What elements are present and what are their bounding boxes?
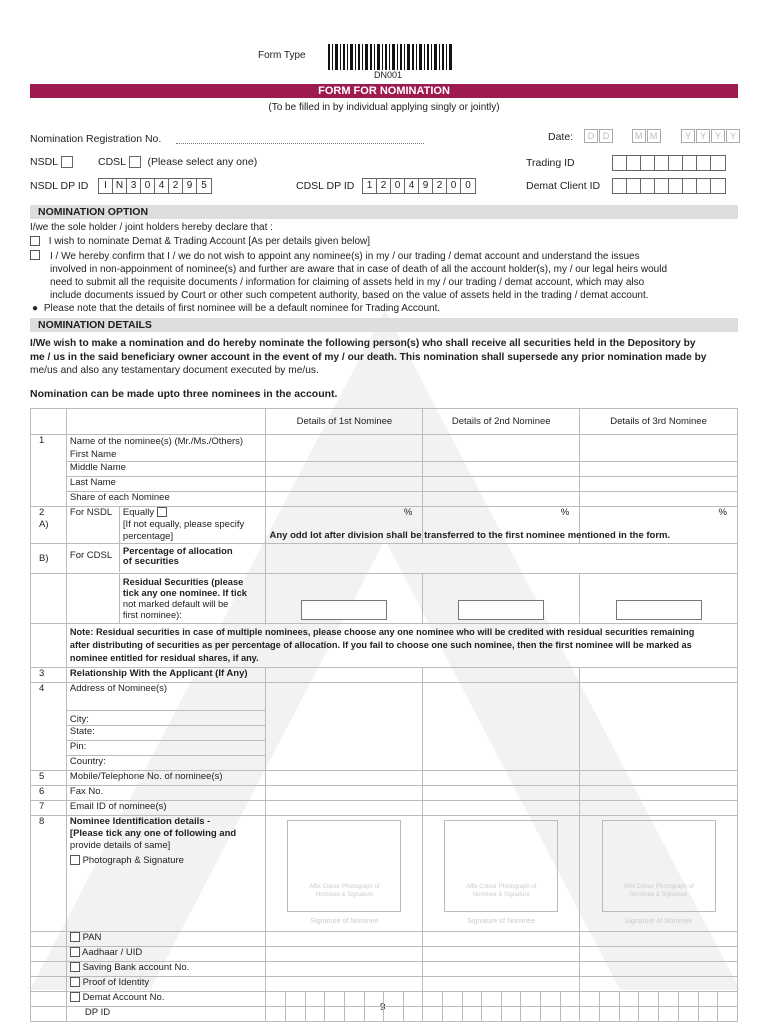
cdsl-dp-digit: 9: [419, 179, 433, 193]
cdsl-dp-digit: 0: [465, 180, 471, 191]
dpid-2[interactable]: [423, 1007, 580, 1022]
equally-label: Equally: [122, 507, 155, 518]
nsdl-checkbox[interactable]: [61, 156, 73, 168]
note-line: Note: Residual securities in case of multiple nominees, please choose any one nominee who will be credited with residual securities remaining: [69, 627, 695, 637]
mobile-2[interactable]: [423, 771, 580, 786]
signature-caption: Signature of Nominee: [624, 918, 693, 925]
mobile-label: Mobile/Telephone No. of nominee(s): [66, 771, 266, 786]
row-num: 5: [39, 771, 45, 782]
pin-label: Pin:: [66, 741, 266, 756]
demat-client-label: Demat Client ID: [526, 180, 601, 192]
date-digit: M: [647, 129, 661, 143]
cdsl-dp-digit: 0: [447, 179, 461, 193]
bank-2[interactable]: [423, 962, 580, 977]
row-num: B): [39, 553, 49, 564]
aadhaar-label: Aadhaar / UID: [82, 947, 143, 958]
address-label: Address of Nominee(s): [66, 683, 266, 711]
nsdl-dp-digit: 4: [155, 179, 169, 193]
trading-id-input[interactable]: [612, 155, 726, 171]
note-line: after distributing of securities as per percentage of allocation. If you fail to choose one such nominee, then the first nominee will be marked as: [69, 640, 692, 650]
date-digit: M: [632, 129, 646, 143]
reg-input[interactable]: [176, 143, 424, 144]
bullet-icon: ●: [32, 303, 39, 314]
alloc-label: of securities: [122, 556, 179, 567]
row-num: 3: [39, 668, 45, 679]
photo-caption: Affix Colour Photograph of: [623, 884, 694, 890]
demat-acc-label: Demat Account No.: [82, 992, 165, 1003]
photo-box[interactable]: [602, 820, 716, 912]
details-line: I/We wish to make a nomination and do hereby nominate the following person(s) who shall receive all securities held in the Depository by: [30, 338, 696, 349]
relation-label: Relationship With the Applicant (If Any): [66, 668, 266, 683]
pct-symbol: %: [560, 507, 570, 518]
odd-lot-note: Any odd lot after division shall be transferred to the first nominee mentioned in the form.: [269, 530, 671, 541]
mobile-3[interactable]: [580, 771, 738, 786]
aadhaar-1[interactable]: [266, 947, 423, 962]
nsdl-dp-digit: N: [113, 179, 127, 193]
fax-2[interactable]: [423, 786, 580, 801]
equally-checkbox[interactable]: [157, 507, 167, 517]
photo-caption: Nominee & Signature: [630, 892, 688, 898]
address-1[interactable]: [266, 683, 423, 771]
form-title: FORM FOR NOMINATION: [30, 84, 738, 98]
date-digit: Y: [726, 129, 740, 143]
date-label: Date:: [548, 131, 574, 143]
cdsl-dp-digit: 2: [377, 179, 391, 193]
demat-client-input[interactable]: [612, 178, 726, 194]
residual-note: [66, 624, 737, 668]
pct-symbol: %: [718, 507, 727, 518]
option-intro: I/we the sole holder / joint holders hereby declare that :: [30, 222, 273, 233]
photo-cell-3[interactable]: [580, 816, 738, 932]
demat-acc-1[interactable]: [266, 992, 423, 1007]
fax-1[interactable]: [266, 786, 423, 801]
date-input[interactable]: [584, 129, 741, 143]
note-line: nominee entitled for residual shares, if any.: [69, 653, 259, 663]
first-name-1[interactable]: [266, 435, 423, 462]
last-name-2[interactable]: [423, 477, 580, 492]
not-equal-note: [If not equally, please specify: [122, 519, 245, 530]
option2-checkbox[interactable]: [30, 250, 40, 260]
middle-name-2[interactable]: [423, 462, 580, 477]
state-label: State:: [66, 726, 266, 741]
poi-label: Proof of Identity: [82, 977, 150, 988]
photo-cell-2[interactable]: [423, 816, 580, 932]
for-nsdl-label: For NSDL: [69, 507, 113, 518]
poi-3[interactable]: [580, 977, 738, 992]
pct-symbol: %: [403, 507, 413, 518]
barcode: [328, 44, 454, 70]
option2-line: involved in non-appoinment of nominee(s) and further are aware that in case of death of all the account holder(s), my / our legal heirs would: [50, 264, 668, 275]
photo-caption: Nominee & Signature: [315, 892, 373, 898]
col-header-1: Details of 1st Nominee: [266, 409, 423, 435]
address-3[interactable]: [580, 683, 738, 771]
option1-checkbox[interactable]: [30, 236, 40, 246]
date-digit: D: [599, 129, 613, 143]
dpid-label: DP ID: [66, 1007, 266, 1022]
last-name-3[interactable]: [580, 477, 738, 492]
nominee-table: [30, 408, 738, 1022]
row-num: 8: [39, 816, 45, 827]
option2-text: [50, 250, 750, 302]
city-label: City:: [66, 711, 266, 726]
photo-caption: Nominee & Signature: [472, 892, 530, 898]
bank-3[interactable]: [580, 962, 738, 977]
photo-box[interactable]: [444, 820, 558, 912]
trading-id-label: Trading ID: [526, 157, 575, 169]
residual-label: tick any one nominee. If tick: [122, 588, 247, 598]
cdsl-dp-digit: 1: [363, 179, 377, 193]
first-name-2[interactable]: [423, 435, 580, 462]
relation-2[interactable]: [423, 668, 580, 683]
residual-box-2[interactable]: [458, 600, 544, 620]
details-line: me / us in the said beneficiary owner account in the event of my / our death. This nomination shall supersede any prior nomination made by: [30, 351, 707, 363]
relation-3[interactable]: [580, 668, 738, 683]
option2-line: I / We hereby confirm that I / we do not wish to appoint any nominee(s) in my / our trading / demat account and understand the issues: [50, 251, 640, 262]
option-note: Please note that the details of first nominee will be a default nominee for Trading Account.: [43, 303, 441, 314]
details-heading: NOMINATION DETAILS: [30, 318, 738, 332]
nsdl-dp-digit: 0: [141, 179, 155, 193]
aadhaar-3[interactable]: [580, 947, 738, 962]
demat-acc-2[interactable]: [423, 992, 580, 1007]
signature-caption: Signature of Nominee: [467, 918, 536, 925]
demat-acc-checkbox[interactable]: [70, 992, 80, 1002]
demat-acc-3[interactable]: [580, 992, 738, 1007]
email-2[interactable]: [423, 801, 580, 816]
pan-2[interactable]: [423, 932, 580, 947]
residual-label: first nominee):: [122, 610, 182, 620]
col-header-2: Details of 2nd Nominee: [423, 409, 580, 435]
col-header-3: Details of 3rd Nominee: [580, 409, 738, 435]
date-digit: Y: [696, 129, 710, 143]
page-number: 9: [380, 1002, 386, 1013]
row-num: 1: [39, 435, 45, 446]
first-name-3[interactable]: [580, 435, 738, 462]
poi-1[interactable]: [266, 977, 423, 992]
row-num: 6: [39, 786, 45, 797]
row-num: 2: [39, 507, 45, 518]
pan-label: PAN: [82, 932, 102, 943]
date-digit: Y: [711, 129, 725, 143]
residual-label: not marked default will be: [122, 599, 229, 609]
nsdl-dp-digit: 5: [201, 180, 207, 191]
row-num: 4: [39, 683, 45, 694]
cdsl-dp-digit: 2: [433, 179, 447, 193]
nsdl-dp-label: NSDL DP ID: [30, 180, 89, 192]
form-subtitle: (To be filled in by individual applying singly or jointly): [268, 102, 500, 113]
aadhaar-2[interactable]: [423, 947, 580, 962]
cdsl-dp-label: CDSL DP ID: [296, 180, 355, 192]
email-1[interactable]: [266, 801, 423, 816]
bank-label: Saving Bank account No.: [82, 962, 190, 973]
upto-three: Nomination can be made upto three nominees in the account.: [30, 388, 338, 400]
option2-line: include documents issued by Court or other such competent authority, based on the value of assets held in the trading / demat account.: [50, 290, 649, 301]
email-3[interactable]: [580, 801, 738, 816]
last-name-1[interactable]: [266, 477, 423, 492]
last-name-label: Last Name: [66, 477, 266, 492]
cdsl-dp-digit: 4: [405, 179, 419, 193]
for-cdsl-label: For CDSL: [69, 550, 113, 561]
option2-line: need to submit all the requisite documents / information for claiming of assets held in my / our trading / demat account, which may also: [50, 277, 645, 288]
photo-caption: Affix Colour Photograph of: [466, 884, 537, 890]
middle-name-1[interactable]: [266, 462, 423, 477]
details-line: me/us and also any testamentary document executed by me/us.: [30, 365, 319, 376]
pan-3[interactable]: [580, 932, 738, 947]
photo-checkbox[interactable]: [70, 855, 80, 865]
middle-name-3[interactable]: [580, 462, 738, 477]
photo-box[interactable]: [287, 820, 401, 912]
cdsl-dp-input[interactable]: [362, 178, 476, 194]
details-para: [30, 337, 750, 378]
dpid-1[interactable]: [266, 1007, 423, 1022]
bank-checkbox[interactable]: [70, 962, 80, 972]
row-num: A): [39, 519, 49, 530]
signature-caption: Signature of Nominee: [310, 918, 379, 925]
id-sub: [Please tick any one of following and: [69, 828, 237, 839]
form-type-label: Form Type: [258, 50, 306, 61]
nsdl-dp-digit: 3: [127, 179, 141, 193]
nsdl-dp-digit: 2: [169, 179, 183, 193]
mobile-1[interactable]: [266, 771, 423, 786]
nsdl-dp-input[interactable]: [98, 178, 212, 194]
date-digit: Y: [681, 129, 695, 143]
dpid-3[interactable]: [580, 1007, 738, 1022]
photo-caption: Affix Colour Photograph of: [309, 884, 380, 890]
relation-1[interactable]: [266, 668, 423, 683]
photo-cell-1[interactable]: [266, 816, 423, 932]
first-name-label: First Name: [69, 449, 117, 460]
nsdl-dp-digit: 9: [183, 179, 197, 193]
pan-checkbox[interactable]: [70, 932, 80, 942]
reg-label: Nomination Registration No.: [30, 133, 162, 145]
cdsl-label: CDSL: [98, 156, 126, 168]
option-heading: NOMINATION OPTION: [30, 205, 738, 219]
fax-3[interactable]: [580, 786, 738, 801]
select-note: (Please select any one): [147, 156, 258, 168]
residual-box-1[interactable]: [301, 600, 387, 620]
share-label: Share of each Nominee: [66, 492, 266, 507]
not-equal-note: percentage]: [122, 531, 174, 542]
pan-1[interactable]: [266, 932, 423, 947]
fax-label: Fax No.: [66, 786, 266, 801]
alloc-label: Percentage of allocation: [122, 546, 233, 557]
form-code: DN001: [374, 70, 403, 80]
nsdl-label: NSDL: [30, 156, 58, 168]
residual-label: Residual Securities (please: [122, 577, 244, 587]
row-num: 7: [39, 801, 45, 812]
email-label: Email ID of nominee(s): [66, 801, 266, 816]
cdsl-checkbox[interactable]: [129, 156, 141, 168]
id-sub: provide details of same]: [69, 840, 171, 851]
residual-box-3[interactable]: [616, 600, 702, 620]
address-2[interactable]: [423, 683, 580, 771]
bank-1[interactable]: [266, 962, 423, 977]
id-title: Nominee Identification details -: [69, 816, 211, 827]
option1-text: I wish to nominate Demat & Trading Account [As per details given below]: [48, 236, 371, 247]
nsdl-dp-digit: I: [99, 179, 113, 193]
country-label: Country:: [66, 756, 266, 771]
date-digit: D: [584, 129, 598, 143]
middle-name-label: Middle Name: [66, 462, 266, 477]
photo-option: Photograph & Signature: [82, 855, 184, 866]
poi-2[interactable]: [423, 977, 580, 992]
aadhaar-checkbox[interactable]: [70, 947, 80, 957]
name-label: Name of the nominee(s) (Mr./Ms./Others): [69, 436, 244, 447]
poi-checkbox[interactable]: [70, 977, 80, 987]
cdsl-dp-digit: 0: [391, 179, 405, 193]
